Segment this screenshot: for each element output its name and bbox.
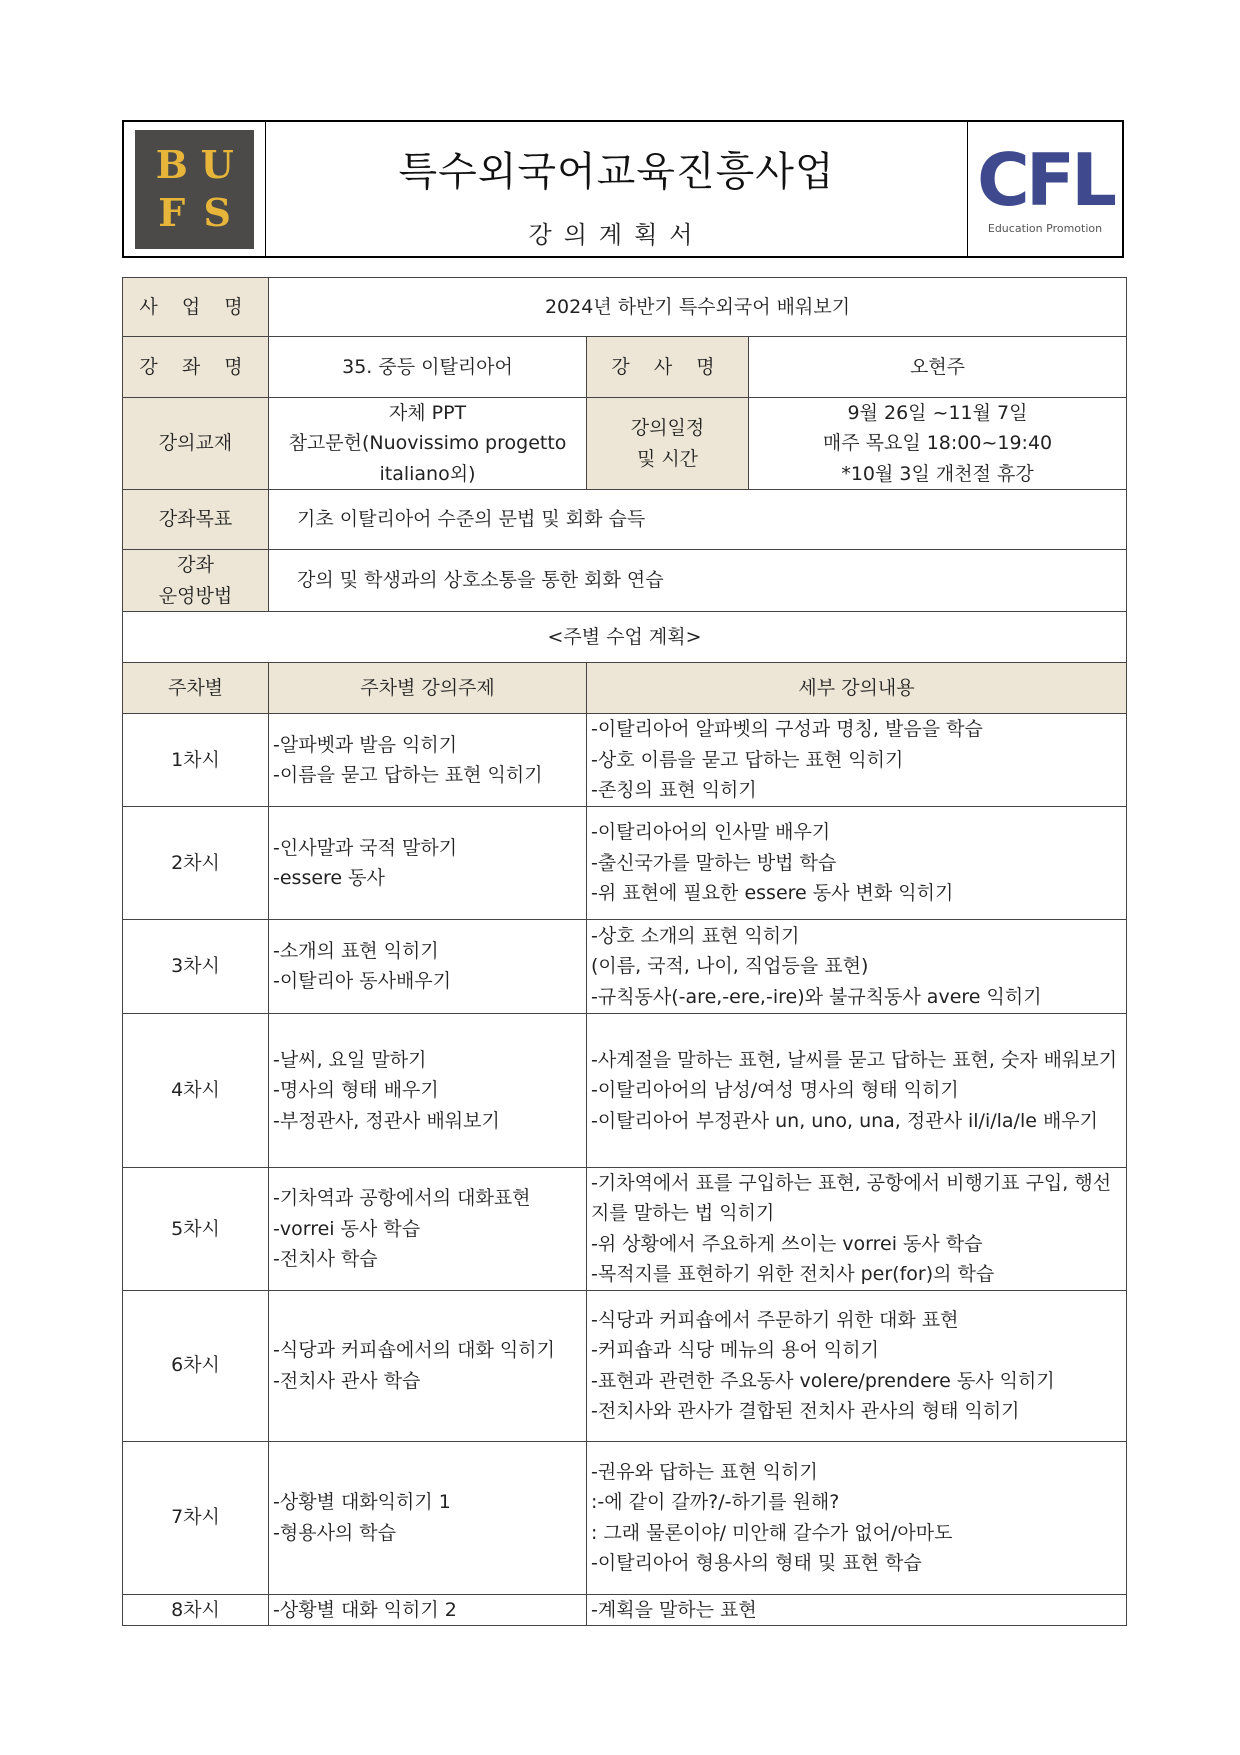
week-label: 2차시	[123, 806, 269, 919]
week-detail: -사계절을 말하는 표현, 날씨를 묻고 답하는 표현, 숫자 배워보기 -이탈리아어의 남성/여성 명사의 형태 익히기 -이탈리아어 부정관사 un, uno, una, 정관사 il/i/la/le 배우기	[587, 1013, 1127, 1167]
week-topic: -소개의 표현 익히기 -이탈리아 동사배우기	[269, 919, 587, 1013]
goal-label: 강좌목표	[123, 490, 269, 550]
textbook-row	[123, 398, 1127, 490]
week-row	[123, 806, 1127, 919]
weekly-section-title: <주별 수업 계획>	[123, 611, 1127, 662]
week-label: 4차시	[123, 1013, 269, 1167]
col-week-header: 주차별	[123, 662, 269, 713]
project-label: 사 업 명	[123, 278, 269, 337]
week-label: 7차시	[123, 1441, 269, 1594]
project-row	[123, 278, 1127, 337]
method-value: 강의 및 학생과의 상호소통을 통한 회화 연습	[269, 550, 1127, 612]
method-row	[123, 550, 1127, 612]
week-detail: -상호 소개의 표현 익히기 (이름, 국적, 나이, 직업등을 표현) -규칙동사(-are,-ere,-ire)와 불규칙동사 avere 익히기	[587, 919, 1127, 1013]
col-detail-header: 세부 강의내용	[587, 662, 1127, 713]
weekly-rows	[123, 713, 1127, 1625]
week-label: 3차시	[123, 919, 269, 1013]
week-label: 6차시	[123, 1290, 269, 1441]
course-row	[123, 337, 1127, 398]
page-title: 특수외국어교육진흥사업	[398, 149, 835, 195]
cfl-logo-subtitle: Education Promotion	[987, 221, 1103, 235]
bufs-logo	[135, 130, 254, 249]
logo-letter-u: U	[200, 142, 234, 188]
bufs-logo-cell	[124, 122, 266, 256]
week-detail: -기차역에서 표를 구입하는 표현, 공항에서 비행기표 구입, 행선지를 말하는 법 익히기 -위 상황에서 주요하게 쓰이는 vorrei 동사 학습 -목적지를 표현하기 위한 전치사 per(for)의 학습	[587, 1167, 1127, 1290]
week-row	[123, 1290, 1127, 1441]
goal-value: 기초 이탈리아어 수준의 문법 및 회화 습득	[269, 490, 1127, 550]
week-topic: -식당과 커피숍에서의 대화 익히기 -전치사 관사 학습	[269, 1290, 587, 1441]
week-topic: -기차역과 공항에서의 대화표현 -vorrei 동사 학습 -전치사 학습	[269, 1167, 587, 1290]
logo-letter-s: S	[203, 189, 231, 235]
week-row	[123, 1013, 1127, 1167]
course-plan-table	[122, 277, 1127, 1626]
weekly-header-row	[123, 662, 1127, 713]
week-row	[123, 919, 1127, 1013]
week-label: 8차시	[123, 1594, 269, 1625]
header-title-cell	[266, 122, 967, 256]
week-topic: -상황별 대화익히기 1 -형용사의 학습	[269, 1441, 587, 1594]
logo-letter-b: B	[155, 142, 188, 188]
week-row	[123, 1441, 1127, 1594]
week-detail: -식당과 커피숍에서 주문하기 위한 대화 표현 -커피숍과 식당 메뉴의 용어 익히기 -표현과 관련한 주요동사 volere/prendere 동사 익히기 -전치사와 관사가 결합된 전치사 관사의 형태 익히기	[587, 1290, 1127, 1441]
week-topic: -날씨, 요일 말하기 -명사의 형태 배우기 -부정관사, 정관사 배워보기	[269, 1013, 587, 1167]
instructor-label: 강 사 명	[587, 337, 749, 398]
weekly-section-row	[123, 611, 1127, 662]
week-detail: -계획을 말하는 표현	[587, 1594, 1127, 1625]
course-value: 35. 중등 이탈리아어	[269, 337, 587, 398]
textbook-value: 자체 PPT 참고문헌(Nuovissimo progetto italiano외)	[269, 398, 587, 490]
week-topic: -상황별 대화 익히기 2	[269, 1594, 587, 1625]
cfl-logo: CFL	[977, 137, 1113, 222]
week-detail: -권유와 답하는 표현 익히기 :-에 같이 갈까?/-하기를 원해? : 그래 물론이야/ 미안해 갈수가 없어/아마도 -이탈리아어 형용사의 형태 및 표현 학습	[587, 1441, 1127, 1594]
week-row	[123, 1167, 1127, 1290]
schedule-value: 9월 26일 ~11월 7일 매주 목요일 18:00~19:40 *10월 3일 개천절 휴강	[749, 398, 1127, 490]
week-topic: -알파벳과 발음 익히기 -이름을 묻고 답하는 표현 익히기	[269, 713, 587, 806]
week-label: 5차시	[123, 1167, 269, 1290]
col-topic-header: 주차별 강의주제	[269, 662, 587, 713]
logo-letter-f: F	[158, 189, 186, 235]
page-subtitle: 강의계획서	[528, 221, 705, 249]
project-value: 2024년 하반기 특수외국어 배워보기	[269, 278, 1127, 337]
week-label: 1차시	[123, 713, 269, 806]
week-row	[123, 1594, 1127, 1625]
week-detail: -이탈리아어의 인사말 배우기 -출신국가를 말하는 방법 학습 -위 표현에 필요한 essere 동사 변화 익히기	[587, 806, 1127, 919]
textbook-label: 강의교재	[123, 398, 269, 490]
week-topic: -인사말과 국적 말하기 -essere 동사	[269, 806, 587, 919]
week-detail: -이탈리아어 알파벳의 구성과 명칭, 발음을 학습 -상호 이름을 묻고 답하는 표현 익히기 -존칭의 표현 익히기	[587, 713, 1127, 806]
document-header	[122, 120, 1124, 258]
instructor-value: 오현주	[749, 337, 1127, 398]
cfl-logo-cell	[967, 122, 1122, 256]
goal-row	[123, 490, 1127, 550]
method-label: 강좌 운영방법	[123, 550, 269, 612]
course-label: 강 좌 명	[123, 337, 269, 398]
week-row	[123, 713, 1127, 806]
schedule-label: 강의일정 및 시간	[587, 398, 749, 490]
